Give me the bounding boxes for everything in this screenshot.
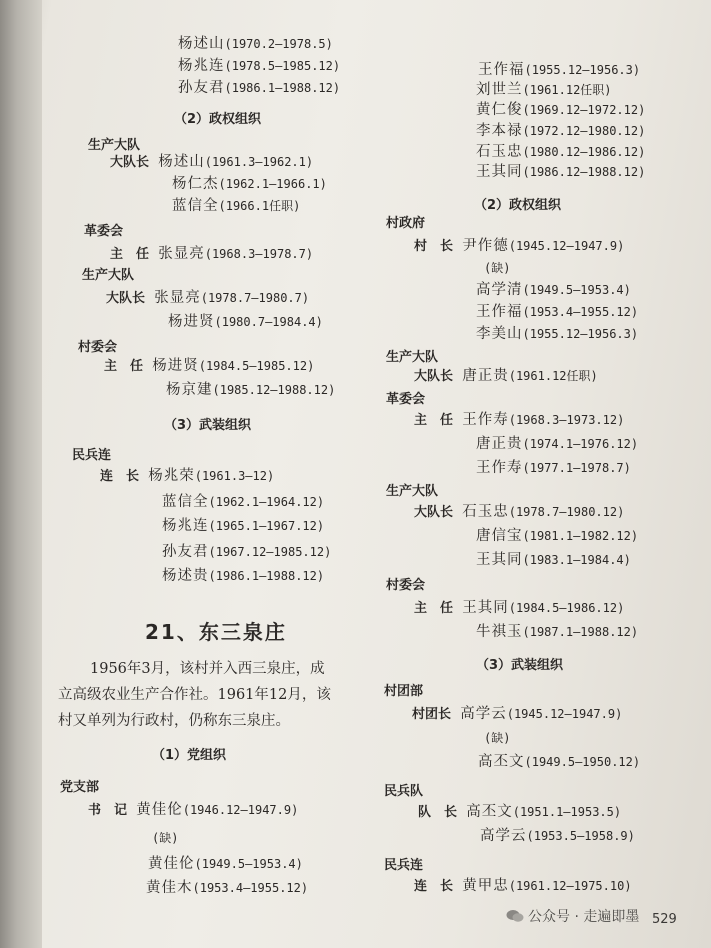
list-item: 书 记 黄佳伦(1946.12—1947.9): [88, 802, 299, 818]
list-item: 大队长 杨述山(1961.3—1962.1): [110, 154, 314, 170]
list-item: 主 任 王其同(1984.5—1986.12): [414, 600, 625, 616]
section-heading: （3）武装组织: [164, 418, 252, 433]
watermark-text: 公众号 · 走遍即墨: [528, 909, 640, 925]
page-number: 529: [652, 912, 677, 927]
list-item: 王作福(1953.4—1955.12): [476, 304, 639, 320]
org-heading: 村政府: [386, 216, 426, 231]
list-item: (缺): [152, 831, 179, 845]
list-item: 高学云(1953.5—1958.9): [480, 828, 635, 844]
list-item: 杨兆连(1965.1—1967.12): [162, 518, 325, 534]
paragraph-line: 立高级农业生产合作社。1961年12月，该: [58, 687, 331, 703]
list-item: 村 长 尹作德(1945.12—1947.9): [414, 238, 625, 254]
list-item: 李美山(1955.12—1956.3): [476, 326, 639, 342]
list-item: 黄佳伦(1949.5—1953.4): [148, 856, 303, 872]
org-heading: 村委会: [78, 340, 118, 355]
list-item: 黄仁俊(1969.12—1972.12): [476, 102, 646, 118]
list-item: 大队长 唐正贵(1961.12任职): [414, 368, 598, 384]
list-item: 杨进贤(1980.7—1984.4): [168, 314, 323, 330]
list-item: 杨述贵(1986.1—1988.12): [162, 568, 325, 584]
list-item: 连 长 黄甲忠(1961.12—1975.10): [414, 878, 632, 894]
list-item: 唐正贵(1974.1—1976.12): [476, 436, 639, 452]
org-heading: 民兵连: [72, 448, 112, 463]
list-item: 蓝信全(1966.1任职): [172, 198, 301, 214]
list-item: 黄佳木(1953.4—1955.12): [146, 880, 309, 896]
org-heading: 革委会: [84, 224, 124, 239]
list-item: 牛祺玉(1987.1—1988.12): [476, 624, 639, 640]
section-heading: （3）武装组织: [476, 658, 564, 673]
list-item: 王作福(1955.12—1956.3): [478, 62, 641, 78]
list-item: 主 任 王作寿(1968.3—1973.12): [414, 412, 625, 428]
list-item: 杨兆连(1978.5—1985.12): [178, 58, 341, 74]
paragraph-line: 村又单列为行政村，仍称东三泉庄。: [58, 713, 290, 729]
list-item: 王作寿(1977.1—1978.7): [476, 460, 631, 476]
org-heading: 生产大队: [88, 138, 141, 153]
org-heading: 生产大队: [386, 484, 439, 499]
list-item: 主 任 张显亮(1968.3—1978.7): [110, 246, 314, 262]
paragraph-line: 1956年3月，该村并入西三泉庄，成: [90, 661, 325, 677]
list-item: 主 任 杨进贤(1984.5—1985.12): [104, 358, 315, 374]
org-heading: 村团部: [384, 684, 424, 699]
org-heading: 生产大队: [82, 268, 135, 283]
list-item: 王其同(1986.12—1988.12): [476, 164, 646, 180]
list-item: 连 长 杨兆荣(1961.3—12): [100, 468, 275, 484]
watermark: [506, 906, 639, 926]
list-item: 队 长 高丕文(1951.1—1953.5): [418, 804, 622, 820]
list-item: (缺): [484, 731, 511, 745]
list-item: 高学清(1949.5—1953.4): [476, 282, 631, 298]
list-item: 高丕文(1949.5—1950.12): [478, 754, 641, 770]
list-item: 蓝信全(1962.1—1964.12): [162, 494, 325, 510]
list-item: 大队长 石玉忠(1978.7—1980.12): [414, 504, 625, 520]
org-heading: 民兵队: [384, 784, 424, 799]
list-item: 村团长 高学云(1945.12—1947.9): [412, 706, 623, 722]
list-item: 石玉忠(1980.12—1986.12): [476, 144, 646, 160]
book-spine-shadow: [0, 0, 42, 948]
list-item: 杨述山(1970.2—1978.5): [178, 36, 333, 52]
village-title: 21、东三泉庄: [145, 620, 287, 644]
org-heading: 革委会: [386, 392, 426, 407]
list-item: 唐信宝(1981.1—1982.12): [476, 528, 639, 544]
list-item: (缺): [484, 261, 511, 275]
list-item: 孙友君(1986.1—1988.12): [178, 80, 341, 96]
org-heading: 村委会: [386, 578, 426, 593]
section-heading: （1）党组织: [152, 748, 227, 763]
org-heading: 党支部: [60, 780, 100, 795]
list-item: 刘世兰(1961.12任职): [476, 82, 612, 98]
wechat-icon: [506, 909, 524, 923]
list-item: 孙友君(1967.12—1985.12): [162, 544, 332, 560]
list-item: 杨仁杰(1962.1—1966.1): [172, 176, 327, 192]
section-heading: （2）政权组织: [174, 112, 262, 127]
list-item: 李本禄(1972.12—1980.12): [476, 123, 646, 139]
org-heading: 生产大队: [386, 350, 439, 365]
list-item: 杨京建(1985.12—1988.12): [166, 382, 336, 398]
list-item: 王其同(1983.1—1984.4): [476, 552, 631, 568]
section-heading: （2）政权组织: [474, 198, 562, 213]
list-item: 大队长 张显亮(1978.7—1980.7): [106, 290, 310, 306]
org-heading: 民兵连: [384, 858, 424, 873]
